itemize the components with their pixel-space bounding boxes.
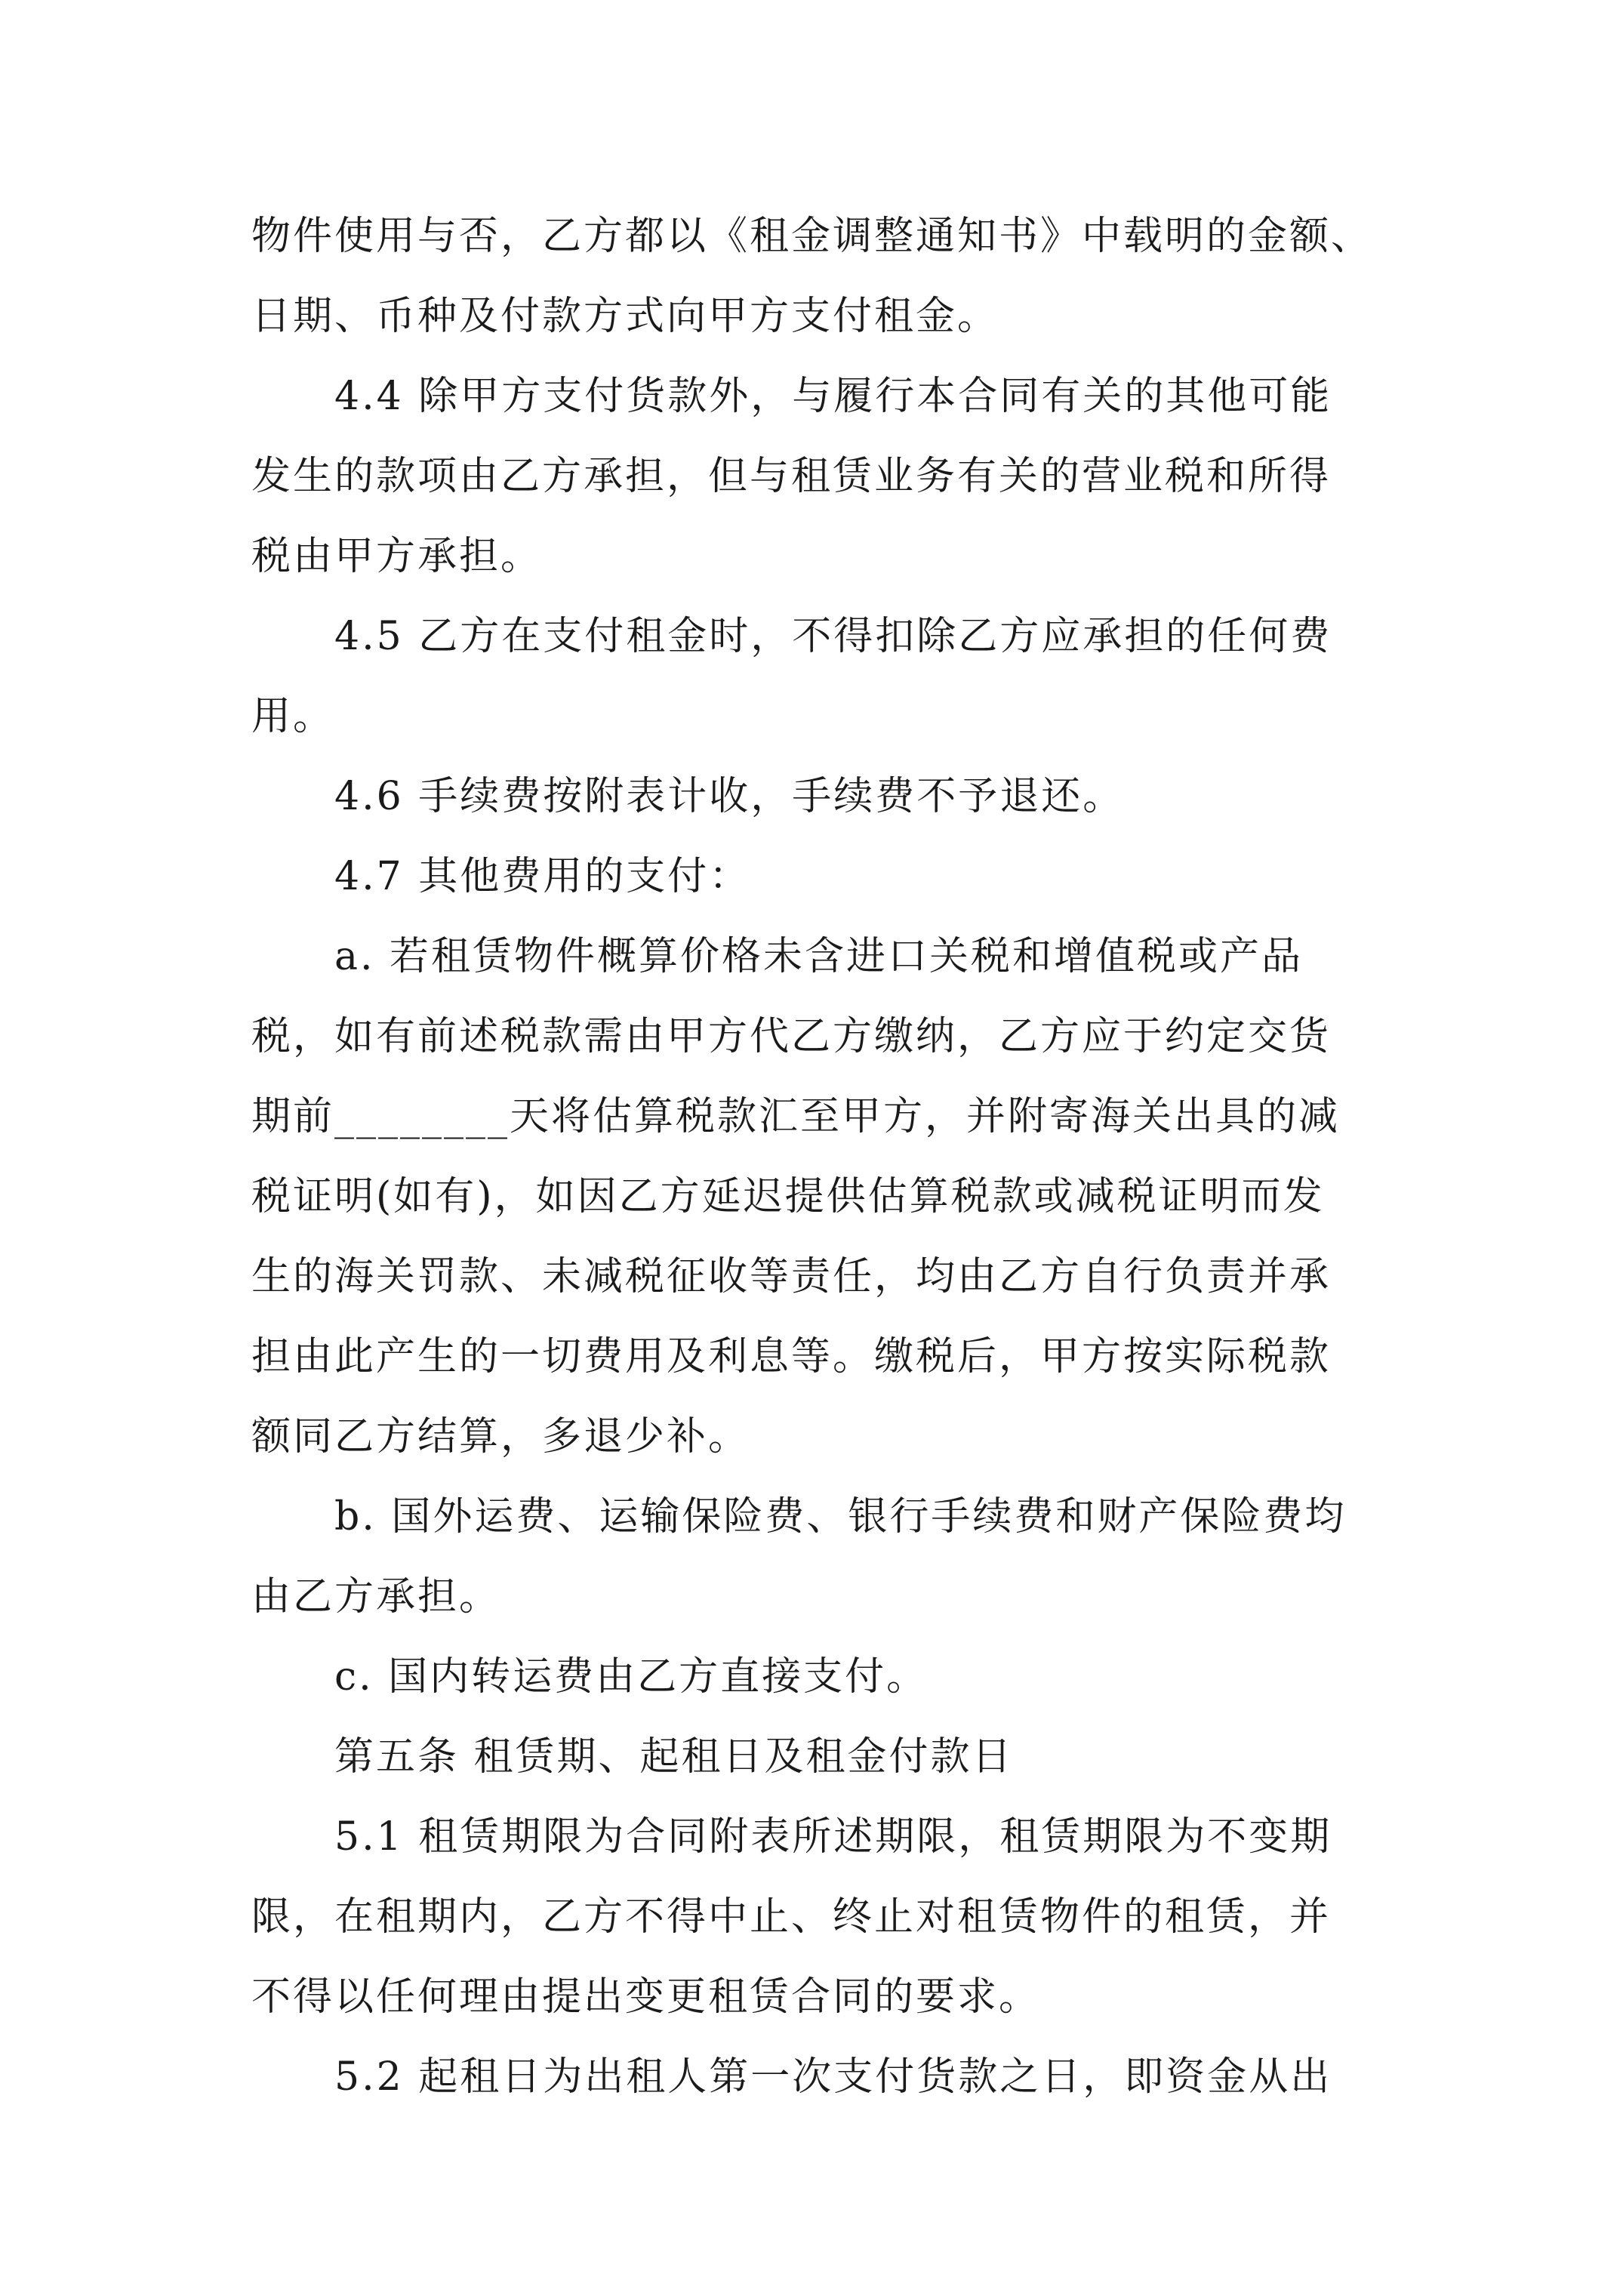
text-line: c. 国内转运费由乙方直接支付。 <box>334 1654 929 1700</box>
text-line: 4.5 乙方在支付租金时，不得扣除乙方应承担的任何费 <box>334 614 1332 659</box>
text-line: 5.1 租赁期限为合同附表所述期限，租赁期限为不变期 <box>334 1814 1332 1860</box>
text-line: 税证明(如有)，如因乙方延迟提供估算税款或减税证明而发 <box>251 1174 1325 1219</box>
text-line: a. 若租赁物件概算价格未含进口关税和增值税或产品 <box>334 934 1304 979</box>
text-line: 额同乙方结算，多退少补。 <box>251 1414 750 1459</box>
text-line: 4.4 除甲方支付货款外，与履行本合同有关的其他可能 <box>334 374 1332 419</box>
text-line: 税由甲方承担。 <box>251 534 543 579</box>
text-line: 由乙方承担。 <box>251 1574 501 1620</box>
text-line: 期前________天将估算税款汇至甲方，并附寄海关出具的减 <box>251 1094 1341 1139</box>
document-body <box>251 196 1384 2117</box>
text-line: 限，在租期内，乙方不得中止、终止对租赁物件的租赁，并 <box>251 1894 1332 1940</box>
text-line: b. 国外运费、运输保险费、银行手续费和财产保险费均 <box>334 1494 1347 1539</box>
text-line: 4.6 手续费按附表计收，手续费不予退还。 <box>334 774 1125 819</box>
text-line: 用。 <box>251 694 335 739</box>
text-line: 担由此产生的一切费用及利息等。缴税后，甲方按实际税款 <box>251 1334 1332 1379</box>
text-line: 税，如有前述税款需由甲方代乙方缴纳，乙方应于约定交货 <box>251 1014 1332 1059</box>
text-line: 5.2 起租日为出租人第一次支付货款之日，即资金从出 <box>334 2054 1332 2100</box>
text-line: 4.7 其他费用的支付： <box>334 854 751 899</box>
text-line: 发生的款项由乙方承担，但与租赁业务有关的营业税和所得 <box>251 454 1332 499</box>
text-line: 生的海关罚款、未减税征收等责任，均由乙方自行负责并承 <box>251 1254 1332 1299</box>
text-line: 不得以任何理由提出变更租赁合同的要求。 <box>251 1974 1041 2020</box>
text-line: 日期、币种及付款方式向甲方支付租金。 <box>251 294 999 339</box>
text-line: 物件使用与否，乙方都以《租金调整通知书》中载明的金额、 <box>251 214 1373 259</box>
section-heading: 第五条 租赁期、起租日及租金付款日 <box>334 1734 1014 1780</box>
